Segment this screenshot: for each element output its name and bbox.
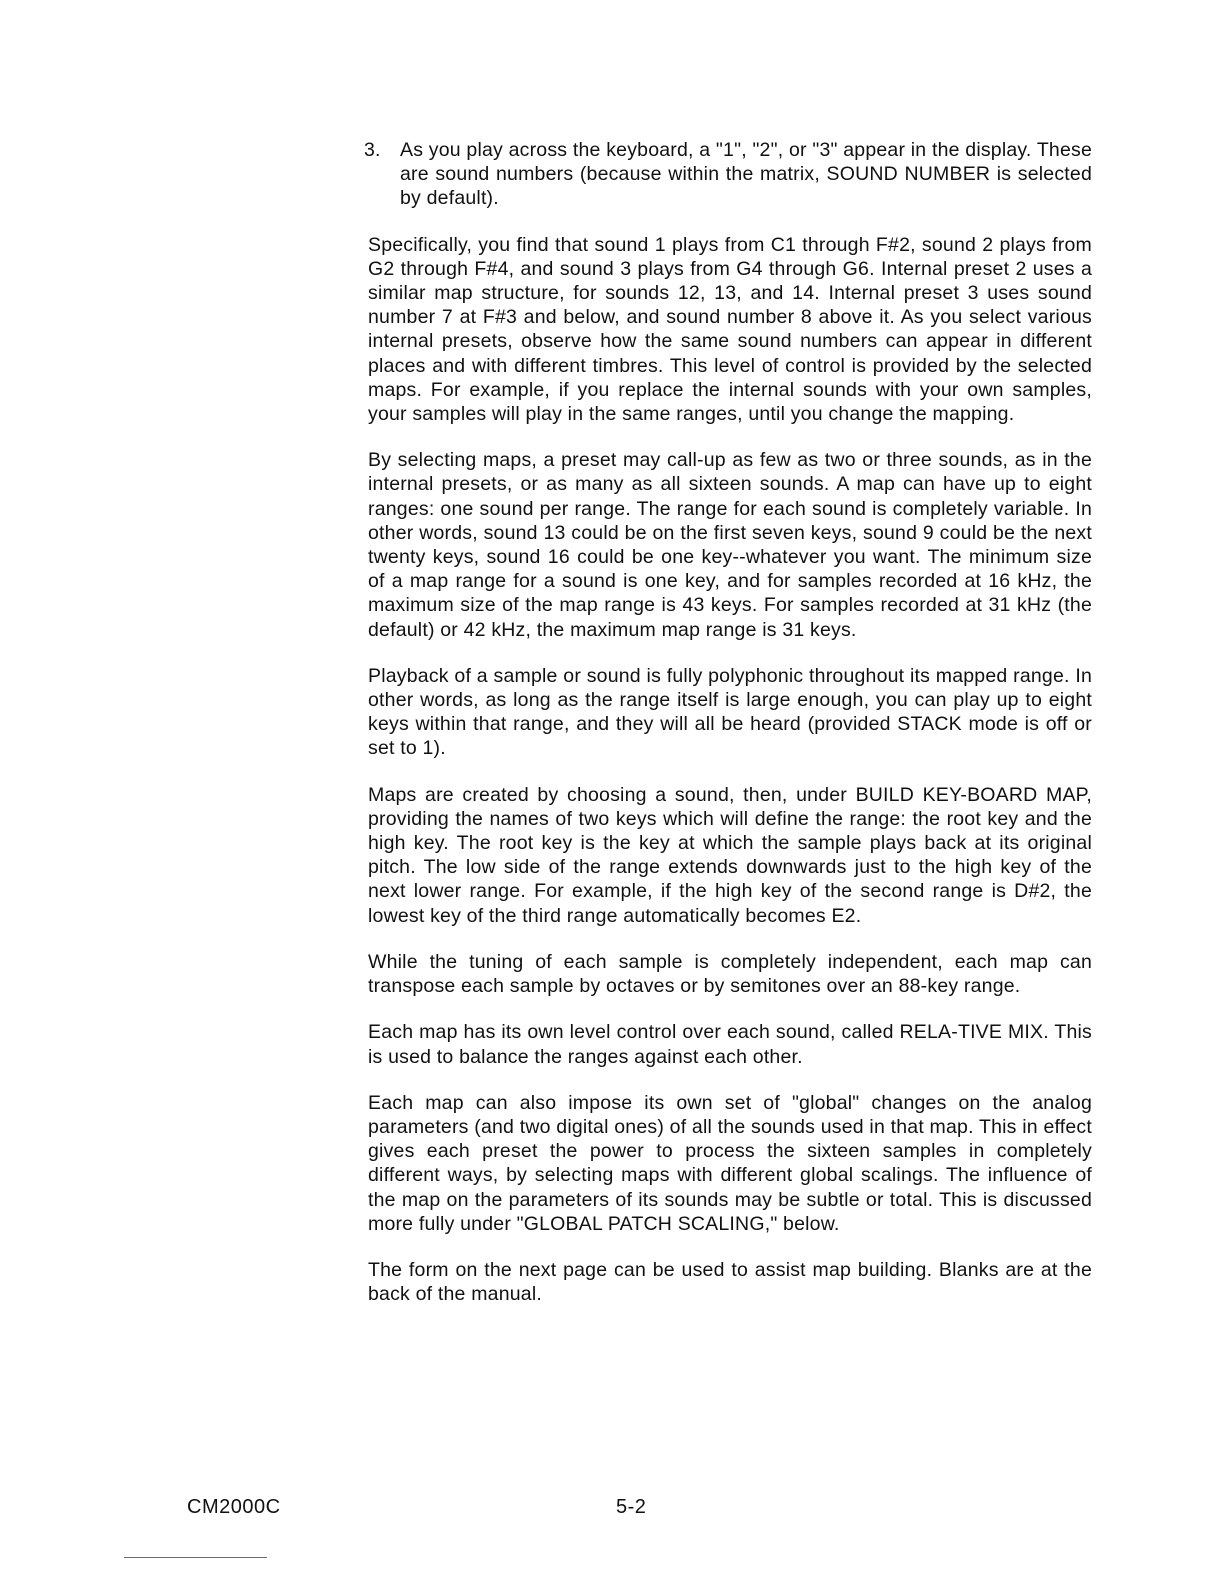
list-text: As you play across the keyboard, a "1", "2", or "3" appear in the display. These are sound numbers (because within the matrix, SOUND NUMBER is selected by default). bbox=[400, 139, 1093, 210]
paragraph-tuning: While the tuning of each sample is completely independent, each map can transpose each sample by octaves or by semitones over an 88-key range. bbox=[368, 950, 1092, 998]
paragraph-form-note: The form on the next page can be used to assist map building. Blanks are at the back of the manual. bbox=[368, 1258, 1092, 1306]
footer-page-number: 5-2 bbox=[616, 1496, 647, 1518]
list-number: 3. bbox=[364, 139, 381, 161]
paragraph-global-changes: Each map can also impose its own set of "global" changes on the analog parameters (and two digital ones) of all the sounds used in that map. This in effect gives each preset the power to process the sixteen samples in completely different ways, by selecting maps with different global scalings. The influence of the map on the parameters of its sounds may be subtle or total. This is discussed more fully under "GLOBAL PATCH SCALING," below. bbox=[368, 1091, 1092, 1235]
paragraph-relative-mix: Each map has its own level control over each sound, called RELA-TIVE MIX. This is used to balance the ranges against each other. bbox=[368, 1021, 1092, 1068]
paragraph-playback: Playback of a sample or sound is fully polyphonic throughout its mapped range. In other words, as long as the range itself is large enough, you can play up to eight keys within that range, and they will all be heard (provided STACK mode is off or set to 1). bbox=[368, 664, 1092, 760]
list-item-3 bbox=[364, 138, 1092, 211]
page-body bbox=[364, 138, 1093, 1328]
paragraph-selecting-maps: By selecting maps, a preset may call-up as few as two or three sounds, as in the internal presets, or as many as all sixteen sounds. A map can have up to eight ranges: one sound per range. The range for each sound is completely variable. In other words, sound 13 could be on the first seven keys, sound 9 could be the next twenty keys, sound 16 could be one key--whatever you want. The minimum size of a map range for a sound is one key, and for samples recorded at 16 kHz, the maximum size of the map range is 43 keys. For samples recorded at 31 kHz (the default) or 42 kHz, the maximum map range is 31 keys. bbox=[368, 449, 1092, 641]
paragraph-creating-maps: Maps are created by choosing a sound, then, under BUILD KEY-BOARD MAP, providing the names of two keys which will define the range: the root key and the high key. The root key is the key at which the sample plays back at its original pitch. The low side of the range extends downwards just to the high key of the next lower range. For example, if the high key of the second range is D#2, the lowest key of the third range automatically becomes E2. bbox=[368, 783, 1092, 927]
footer-rule-divider bbox=[124, 1557, 267, 1558]
footer-doc-code: CM2000C bbox=[187, 1496, 281, 1518]
paragraph-sound-ranges: Specifically, you find that sound 1 plays from C1 through F#2, sound 2 plays from G2 through F#4, and sound 3 plays from G4 through G6. Internal preset 2 uses a similar map structure, for sounds 12, 13, and 14. Internal preset 3 uses sound number 7 at F#3 and below, and sound number 8 above it. As you select various internal presets, observe how the same sound numbers can appear in different places and with different timbres. This level of control is provided by the selected maps. For example, if you replace the internal sounds with your own samples, your samples will play in the same ranges, until you change the mapping. bbox=[368, 233, 1092, 426]
